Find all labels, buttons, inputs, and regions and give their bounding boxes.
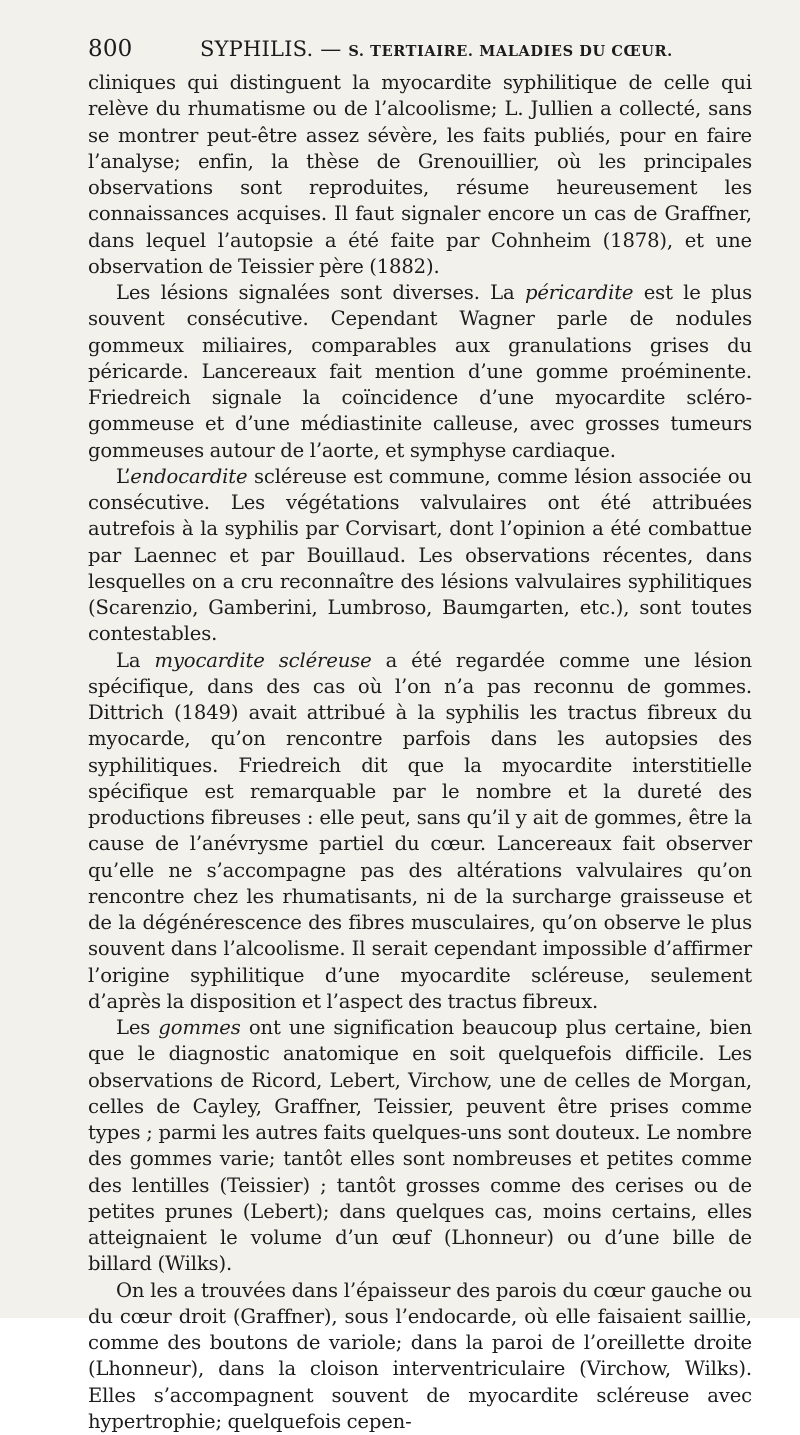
text-segment: L’ xyxy=(116,465,130,488)
text-segment: Les lésions signalées sont diverses. La xyxy=(116,281,525,304)
paragraph-pericardite xyxy=(88,280,752,464)
text-segment: est le plus souvent consécutive. Cependant Wagner parle de nodules gommeux miliaires, comparables aux granulations grises du péricarde. Lancereaux fait mention d’une gomme proéminente. Friedreich signale la coïncidence d’une myocardite scléro-gommeuse et d’une médiastinite calleuse, avec grosses tumeurs gommeuses autour de l’aorte, et symphyse cardiaque. xyxy=(88,281,752,462)
paragraph-continuation: cliniques qui distinguent la myocardite syphilitique de celle qui relève du rhumatisme ou de l’alcoolisme; L. Jullien a collecté, sans se montrer peut-être assez sévère, les faits publiés, pour en faire l’analyse; enfin, la thèse de Grenouillier, où les principales observations sont reproduites, résume heureusement les connaissances acquises. Il faut signaler encore un cas de Graffner, dans lequel l’autopsie a été faite par Cohnheim (1878), et une observation de Teissier père (1882). xyxy=(88,70,752,280)
text-body xyxy=(88,70,752,1435)
running-title: SYPHILIS. xyxy=(200,37,313,61)
text-segment: La xyxy=(116,649,154,672)
italic-term-pericardite: péricardite xyxy=(525,281,633,304)
running-subtitle: S. TERTIAIRE. MALADIES DU CŒUR. xyxy=(348,43,672,60)
text-segment: Les xyxy=(116,1016,158,1039)
paragraph-myocardite xyxy=(88,648,752,1016)
text-segment: a été regardée comme une lésion spécifique, dans des cas où l’on n’a pas reconnu de gommes. Dittrich (1849) avait attribué à la syphilis les tractus fibreux du myocarde, qu’on rencontre parfois dans les autopsies des syphilitiques. Friedreich dit que la myocardite interstitielle spécifique est remarquable par le nombre et la dureté des productions fibreuses : elle peut, sans qu’il y ait de gommes, être la cause de l’anévrysme partiel du cœur. Lancereaux fait observer qu’elle ne s’accompagne pas des altérations valvulaires qu’on rencontre chez les rhumatisants, ni de la surcharge graisseuse et de la dégénérescence des fibres musculaires, qu’on observe le plus souvent dans l’alcoolisme. Il serait cependant impossible d’affirmer l’origine syphilitique d’une myocardite scléreuse, seulement d’après la disposition et l’aspect des tractus fibreux. xyxy=(88,649,752,1013)
paragraph-localisation: On les a trouvées dans l’épaisseur des parois du cœur gauche ou du cœur droit (Graffner), sous l’endocarde, où elle faisaient saillie, comme des boutons de variole; dans la paroi de l’oreillette droite (Lhonneur), dans la cloison interventriculaire (Virchow, Wilks). Elles s’accompagnent souvent de myocardite scléreuse avec hypertrophie; quelquefois cepen- xyxy=(88,1278,752,1435)
italic-term-myocardite-scléreuse: myocardite scléreuse xyxy=(154,649,371,672)
italic-term-endocardite: endocardite xyxy=(130,465,247,488)
running-head xyxy=(88,34,752,64)
title-dash: — xyxy=(320,37,341,61)
text-segment: scléreuse est commune, comme lésion associée ou consécutive. Les végétations valvulaires ont été attribuées autrefois à la syphilis par Corvisart, dont l’opinion a été combattue par Laennec et par Bouillaud. Les observations récentes, dans lesquelles on a cru reconnaître des lésions valvulaires syphilitiques (Scarenzio, Gamberini, Lumbroso, Baumgarten, etc.), sont toutes contestables. xyxy=(88,465,752,646)
text-segment: ont une signification beaucoup plus certaine, bien que le diagnostic anatomique en soit quelquefois difficile. Les observations de Ricord, Lebert, Virchow, une de celles de Morgan, celles de Cayley, Graffner, Teissier, peuvent être prises comme types ; parmi les autres faits quelques-uns sont douteux. Le nombre des gommes varie; tantôt elles sont nombreuses et petites comme des lentilles (Teissier) ; tantôt grosses comme des cerises ou de petites prunes (Lebert); dans quelques cas, moins certains, elles atteignaient le volume d’un œuf (Lhonneur) ou d’une bille de billard (Wilks). xyxy=(88,1016,752,1275)
paragraph-endocardite xyxy=(88,464,752,648)
italic-term-gommes: gommes xyxy=(158,1016,240,1039)
paragraph-gommes xyxy=(88,1015,752,1278)
page-number: 800 xyxy=(88,34,200,64)
